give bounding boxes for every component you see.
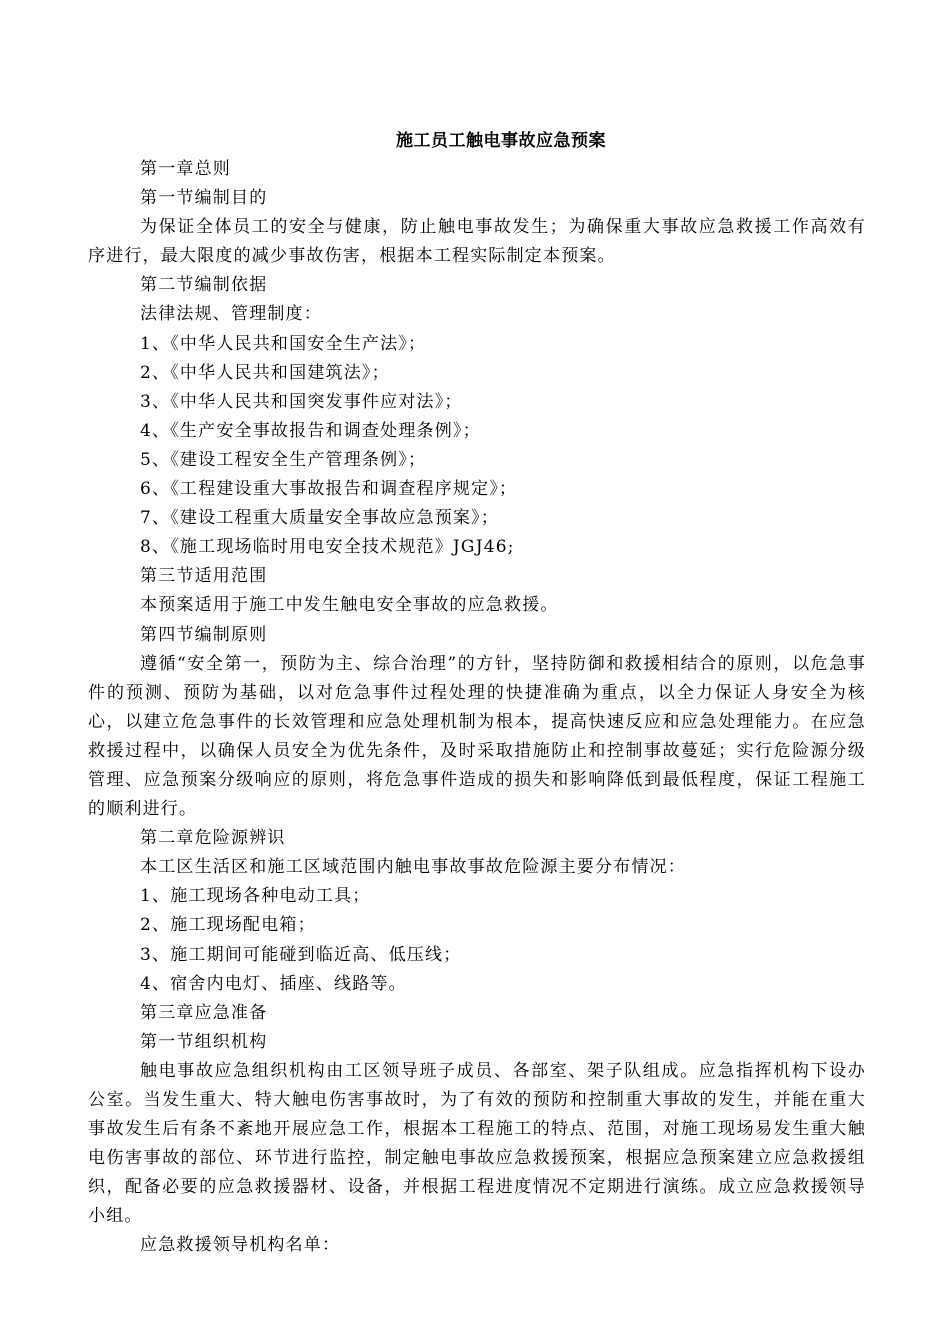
paragraph: 法律法规、管理制度： bbox=[140, 304, 322, 325]
section-heading: 第三节适用范围 bbox=[140, 566, 268, 587]
chapter-heading: 第三章应急准备 bbox=[140, 1002, 268, 1023]
list-item: 5、《建设工程安全生产管理条例》； bbox=[140, 449, 427, 470]
chapter-heading: 第一章总则 bbox=[140, 159, 231, 179]
list-item: 1、施工现场各种电动工具； bbox=[140, 886, 371, 907]
list-item: 6、《工程建设重大事故报告和调查程序规定》； bbox=[140, 479, 518, 500]
paragraph: 为保证全体员工的安全与健康，防止触电事故发生；为确保重大事故应急救援工作高效有序进行，最大限度的减少事故伤害，根据本工程实际制定本预案。 bbox=[88, 217, 866, 267]
paragraph: 应急救援领导机构名单： bbox=[140, 1235, 341, 1256]
list-item: 2、《中华人民共和国建筑法》； bbox=[140, 362, 390, 383]
section-heading: 第四节编制原则 bbox=[140, 624, 268, 645]
list-item: 4、宿舍内电灯、插座、线路等。 bbox=[140, 973, 407, 994]
paragraph: 本工区生活区和施工区域范围内触电事故事故危险源主要分布情况： bbox=[140, 857, 686, 878]
paragraph: 触电事故应急组织机构由工区领导班子成员、各部室、架子队组成。应急指挥机构下设办公室。当发生重大、特大触电伤害事故时，为了有效的预防和控制重大事故的发生，并能在重大事故发生后有条不紊地开展应急工作，根据本工程施工的特点、范围，对施工现场易发生重大触电伤害事故的部位、环节进行监控，制定触电事故应急救援预案，根据应急预案建立应急救援组织，配备必要的应急救援器材、设备，并根据工程进度情况不定期进行演练。成立应急救援领导小组。 bbox=[88, 1060, 866, 1227]
list-item: 4、《生产安全事故报告和调查处理条例》； bbox=[140, 420, 481, 441]
list-item: 3、施工期间可能碰到临近高、低压线； bbox=[140, 944, 462, 965]
list-item: 8、《施工现场临时用电安全技术规范》JGJ46; bbox=[140, 537, 515, 558]
section-heading: 第一节编制目的 bbox=[140, 188, 268, 209]
list-item: 1、《中华人民共和国安全生产法》； bbox=[140, 333, 427, 354]
section-heading: 第二节编制依据 bbox=[140, 275, 268, 296]
document-title: 施工员工触电事故应急预案 bbox=[396, 131, 606, 151]
list-item: 3、《中华人民共和国突发事件应对法》； bbox=[140, 391, 463, 412]
list-item: 2、施工现场配电箱； bbox=[140, 915, 316, 936]
document-body bbox=[88, 155, 866, 1261]
paragraph: 遵循“安全第一，预防为主、综合治理”的方针，坚持防御和救援相结合的原则，以危急事件的预测、预防为基础，以对危急事件过程处理的快捷准确为重点，以全力保证人身安全为核心，以建立危急事件的长效管理和应急处理机制为根本，提高快速反应和应急处理能力。在应急救援过程中，以确保人员安全为优先条件，及时采取措施防止和控制事故蔓延；实行危险源分级管理、应急预案分级响应的原则，将危急事件造成的损失和影响降低到最低程度，保证工程施工的顺利进行。 bbox=[88, 653, 866, 820]
paragraph: 本预案适用于施工中发生触电安全事故的应急救援。 bbox=[140, 595, 559, 616]
list-item: 7、《建设工程重大质量安全事故应急预案》； bbox=[140, 508, 500, 529]
chapter-heading: 第二章危险源辨识 bbox=[140, 828, 286, 849]
section-heading: 第一节组织机构 bbox=[140, 1031, 268, 1052]
